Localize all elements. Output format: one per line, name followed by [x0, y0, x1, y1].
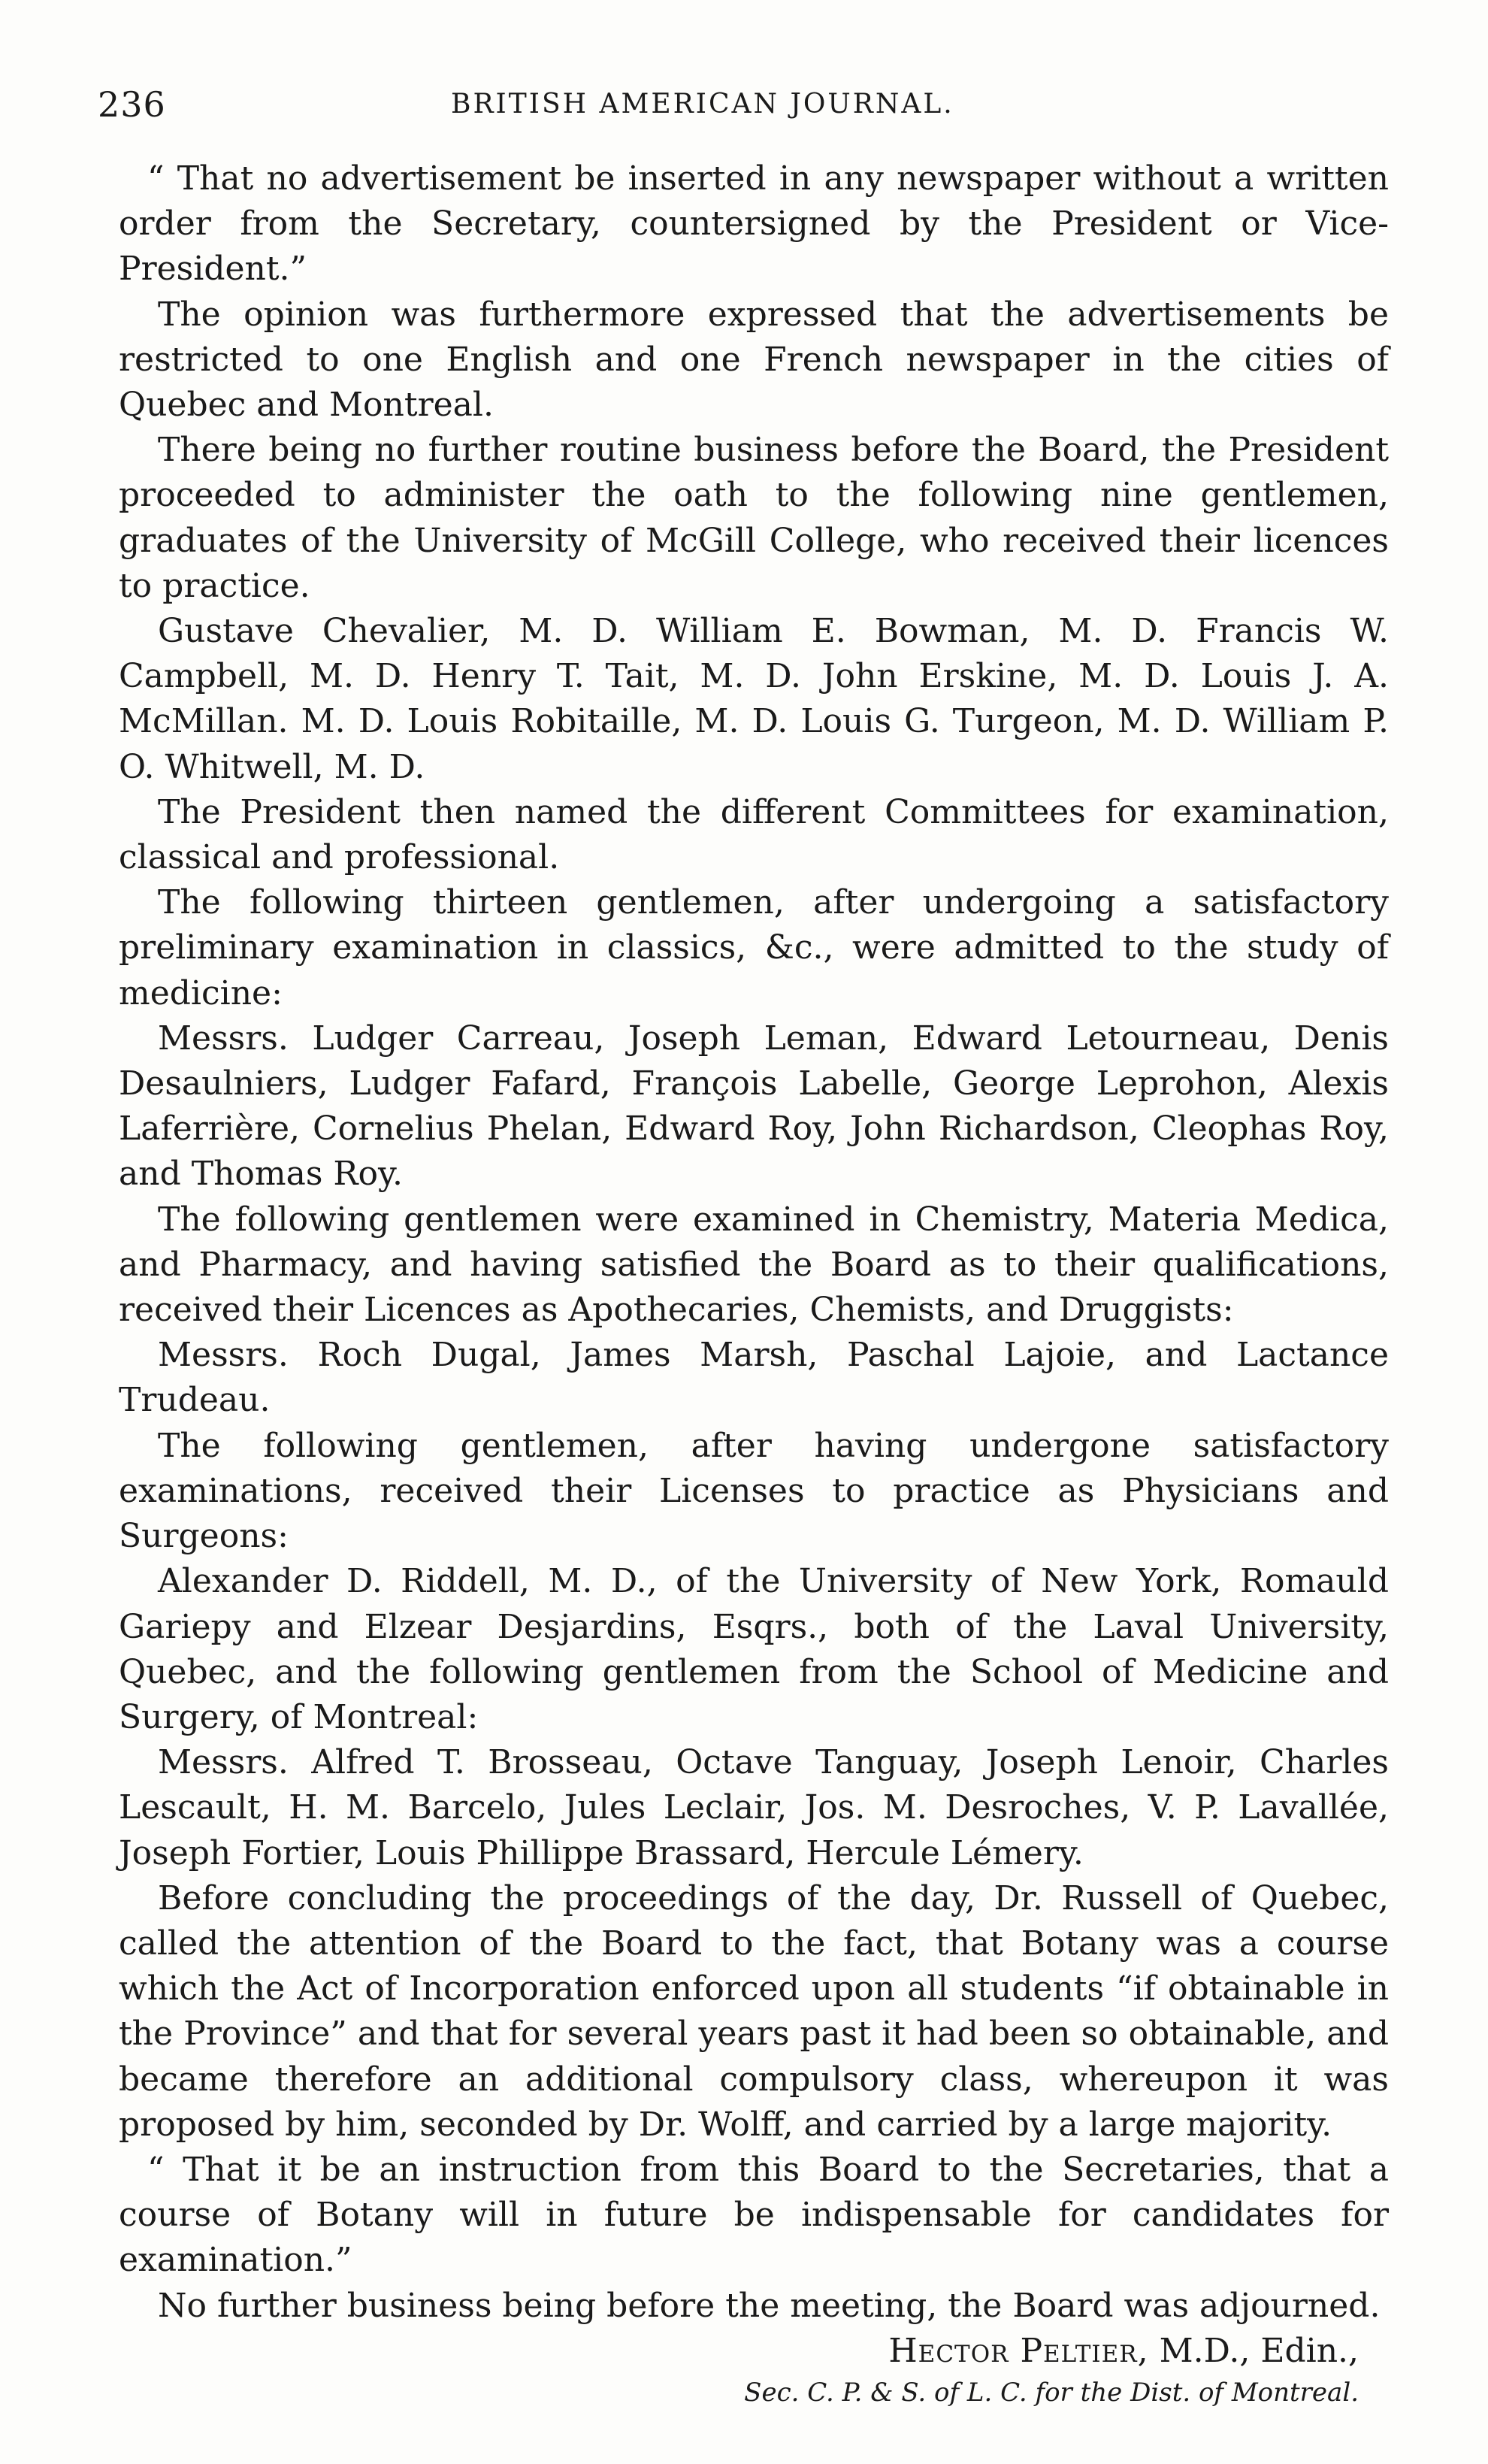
- paragraph-newspaper-restriction: The opinion was furthermore expressed that the advertisements be restricted to one English and one French newspaper in the cities of Quebec and Montreal.: [119, 295, 1389, 425]
- paragraph-apothecaries-list: Messrs. Roch Dugal, James Marsh, Paschal Lajoie, and Lactance Trudeau.: [119, 1336, 1389, 1420]
- paragraph-physicians-licences: The following gentlemen, after having undergone satisfactory examinations, received their Licenses to practice as Physicians and Surgeons:: [119, 1426, 1389, 1556]
- page-number: 236: [98, 84, 166, 125]
- paragraph-mcgill-graduates-list: Gustave Chevalier, M. D. William E. Bowman, M. D. Francis W. Campbell, M. D. Henry T. Tait, M. D. John Erskine, M. D. Louis J. A. McMillan. M. D. Louis Robitaille, M. D. Louis G. Turgeon, M. D. William P. O. Whitwell, M. D.: [119, 612, 1389, 786]
- paragraph-botany-motion: Before concluding the proceedings of the day, Dr. Russell of Quebec, called the attention of the Board to the fact, that Botany was a course which the Act of Incorporation enforced upon all students “if obtainable in the Province” and that for several years past it had been so obtainable, and became therefore an additional compulsory class, whereupon it was proposed by him, seconded by Dr. Wolff, and carried by a large majority.: [119, 1878, 1389, 2144]
- paragraph-committees-named: The President then named the different Committees for examination, classical and professional.: [119, 792, 1389, 877]
- signatory-degree: M.D., Edin.,: [1159, 2331, 1359, 2370]
- paragraph-advertisement-resolution: “ That no advertisement be inserted in any newspaper without a written order from the Secretary, countersigned by the President or Vice-President.”: [119, 159, 1389, 289]
- signature-block: [119, 2329, 1389, 2411]
- paragraph-botany-resolution: “ That it be an instruction from this Board to the Secretaries, that a course of Botany will in future be indispensable for candidates for examination.”: [119, 2150, 1389, 2280]
- paragraph-oath-administration: There being no further routine business before the Board, the President proceeded to administer the oath to the following nine gentlemen, graduates of the University of McGill College, who received their licences to practice.: [119, 431, 1389, 605]
- signatory-line: [119, 2329, 1359, 2374]
- running-head: [98, 84, 1390, 137]
- paragraph-physicians-list-part2: Messrs. Alfred T. Brosseau, Octave Tanguay, Joseph Lenoir, Charles Lescault, H. M. Barcelo, Jules Leclair, Jos. M. Desroches, V. P. Lavallée, Joseph Fortier, Louis Phillippe Brassard, Hercule Lémery.: [119, 1743, 1389, 1872]
- paragraph-apothecaries-examination: The following gentlemen were examined in Chemistry, Materia Medica, and Pharmacy, and having satisfied the Board as to their qualifications, received their Licences as Apothecaries, Chemists, and Druggists:: [119, 1200, 1389, 1330]
- paragraph-adjournment: No further business being before the meeting, the Board was adjourned.: [158, 2286, 1381, 2325]
- signatory-name: Hector Peltier,: [888, 2331, 1149, 2370]
- paragraph-physicians-list-part1: Alexander D. Riddell, M. D., of the University of New York, Romauld Gariepy and Elzear Desjardins, Esqrs., both of the Laval University, Quebec, and the following gentlemen from the School of Medicine and Surgery, of Montreal:: [119, 1562, 1389, 1736]
- signatory-role: Sec. C. P. & S. of L. C. for the Dist. of Montreal.: [744, 2377, 1359, 2408]
- paragraph-preliminary-examination: The following thirteen gentlemen, after undergoing a satisfactory preliminary examination in classics, &c., were admitted to the study of medicine:: [119, 883, 1389, 1013]
- paragraph-medical-students-list: Messrs. Ludger Carreau, Joseph Leman, Edward Letourneau, Denis Desaulniers, Ludger Fafard, François Labelle, George Leprohon, Alexis Laferrière, Cornelius Phelan, Edward Roy, John Richardson, Cleophas Roy, and Thomas Roy.: [119, 1019, 1389, 1194]
- body-text: [119, 156, 1389, 2411]
- journal-title: BRITISH AMERICAN JOURNAL.: [451, 89, 954, 120]
